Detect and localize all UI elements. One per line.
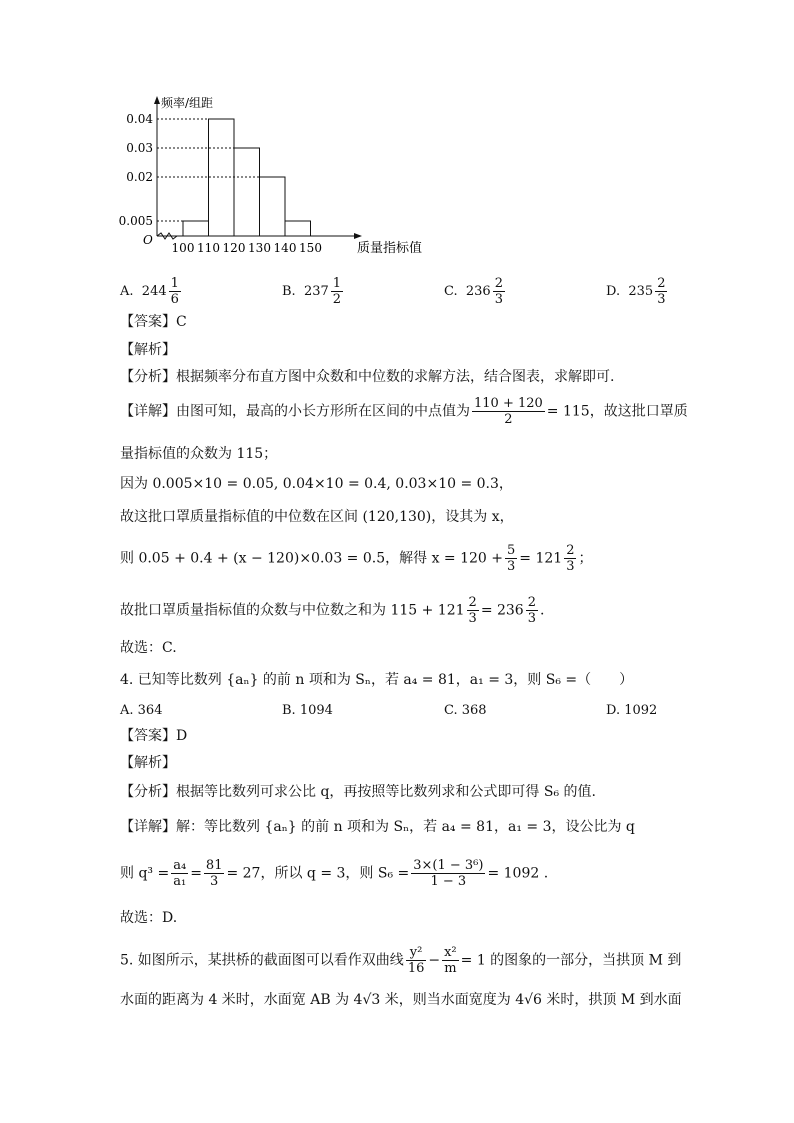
q4-stem: 4. 已知等比数列 {aₙ} 的前 n 项和为 Sₙ，若 a₄ = 81，a₁ = 3，则 S₆ =（ ） <box>120 672 634 688</box>
y-tick-label: 0.03 <box>126 141 153 155</box>
y-tick-label: 0.005 <box>118 214 153 228</box>
q3-detail-line-6: 故批口罩质量指标值的众数与中位数之和为 115 + 121 $\frac{2}{3}$ = 236 $\frac{2}{3}$ . <box>120 595 545 626</box>
q3-detail-line-4: 故这批口罩质量指标值的中位数在区间 (120,130)，设其为 x， <box>120 509 514 525</box>
origin-label: O <box>143 233 153 247</box>
q3-answer: 【答案】C <box>120 314 187 330</box>
q5-line-2: 水面的距离为 4 米时，水面宽 AB 为 4√3 米，则当水面宽度为 4√6 米时，拱顶 M 到水面 <box>120 992 682 1008</box>
q4-option-a: A. 364 <box>120 703 163 718</box>
bar-130-140 <box>260 177 286 236</box>
q3-option-a: A. 244 $\frac{1}{6}$ <box>120 276 179 307</box>
x-tick-label: 110 <box>197 241 220 255</box>
q3-analysis-label: 【解析】 <box>120 342 176 358</box>
bar-120-130 <box>234 148 260 236</box>
bar-100-110 <box>183 221 209 236</box>
x-axis-arrow <box>354 233 362 239</box>
y-tick-label: 0.04 <box>126 112 153 126</box>
q5-line-1: 5. 如图所示，某拱桥的截面图可以看作双曲线 $\frac{\text{y²}}{16}$ − $\frac{\text{x²}}{m}$ = 1 的图象的一部分，当拱顶 M 到 <box>120 945 682 976</box>
q4-option-d: D. 1092 <box>606 703 658 718</box>
q4-option-c: C. 368 <box>444 703 487 718</box>
histogram-chart <box>0 0 794 270</box>
q3-fenxi: 【分析】根据频率分布直方图中众数和中位数的求解方法，结合图表，求解即可. <box>120 369 615 385</box>
x-axis-label: 质量指标值 <box>357 241 423 256</box>
q4-fenxi: 【分析】根据等比数列可求公比 q，再按照等比数列求和公式即可得 S₆ 的值. <box>120 784 596 800</box>
q4-choose: 故选：D. <box>120 910 178 926</box>
x-tick-label: 140 <box>273 241 297 255</box>
y-axis-arrow <box>154 96 160 104</box>
q4-detail-line-2: 则 q³ = $\frac{\text{a₄}}{\text{a₁}}$ = $\frac{81}{3}$ = 27，所以 q = 3，则 S₆ = $\frac{\text{3×(1 − 3⁶)}}{1 - 3}$ = 1092 . <box>120 858 549 889</box>
y-tick-label: 0.02 <box>126 170 153 184</box>
x-tick-label: 130 <box>248 241 271 255</box>
q3-choose: 故选：C. <box>120 640 177 656</box>
bar-140-150 <box>285 221 311 236</box>
q3-detail-line-1: 【详解】由图可知，最高的小长方形所在区间的中点值为 $\frac{110 + 120}{2}$ = 115，故这批口罩质 <box>120 396 688 427</box>
q4-analysis-label: 【解析】 <box>120 755 176 771</box>
q3-detail-line-2: 量指标值的众数为 115； <box>120 446 278 462</box>
q3-option-b: B. 237 $\frac{1}{2}$ <box>282 276 342 307</box>
x-tick-label: 150 <box>299 241 322 255</box>
q3-detail-line-5: 则 0.05 + 0.4 + (x − 120)×0.03 = 0.5，解得 x = 120 + $\frac{5}{3}$ = 121 $\frac{2}{3}$ ； <box>120 543 593 574</box>
q3-option-c: C. 236 $\frac{2}{3}$ <box>444 276 503 307</box>
x-tick-label: 100 <box>171 241 195 255</box>
q3-option-d: D. 235 $\frac{2}{3}$ <box>606 276 666 307</box>
q3-detail-line-3: 因为 0.005×10 = 0.05, 0.04×10 = 0.4, 0.03×10 = 0.3， <box>120 476 513 492</box>
q4-detail-line-1: 【详解】解：等比数列 {aₙ} 的前 n 项和为 Sₙ，若 a₄ = 81，a₁ = 3，设公比为 q <box>120 819 635 835</box>
q4-answer: 【答案】D <box>120 728 188 744</box>
q4-option-b: B. 1094 <box>282 703 333 718</box>
x-tick-label: 120 <box>222 241 246 255</box>
y-axis-label: 频率/组距 <box>161 96 214 110</box>
